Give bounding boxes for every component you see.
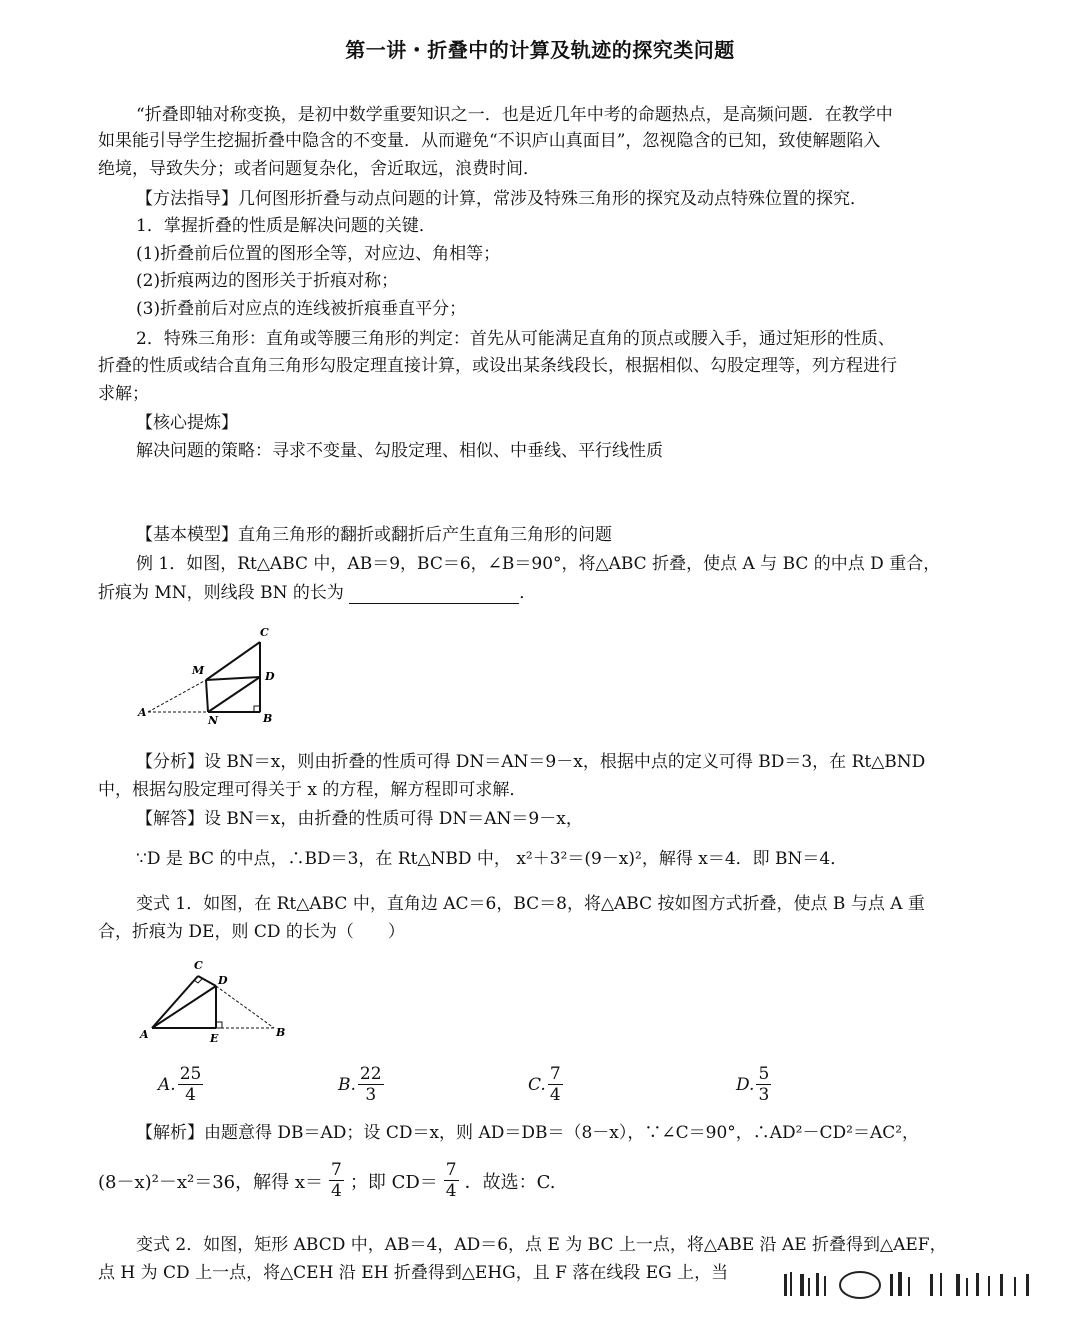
solution-fraction-1: $\frac{7}{4}$: [331, 1160, 342, 1201]
fig2-label-C: C: [194, 959, 203, 972]
figure-1-triangle: [136, 622, 286, 732]
answer-blank: [349, 587, 519, 604]
point-1-sub-3: (3)折叠前后对应点的连线被折痕垂直平分；: [136, 299, 467, 319]
point-2-line-2: 折叠的性质或结合直角三角形勾股定理直接计算，或设出某条线段长，根据相似、勾股定理等，列方程进行: [98, 356, 897, 376]
analysis-line-2: 中，根据勾股定理可得关于 x 的方程，解方程即可求解．: [98, 780, 527, 800]
intro-line-2: 如果能引导学生挖掘折叠中隐含的不变量．从而避免“不识庐山真面目”，忽视隐含的已知，致使解题陷入: [98, 131, 881, 151]
core-text: 解决问题的策略：寻求不变量、勾股定理、相似、中垂线、平行线性质: [136, 441, 663, 461]
fig2-label-D: D: [218, 974, 228, 987]
page-title: 第一讲・折叠中的计算及轨迹的探究类问题: [345, 38, 735, 62]
solution-equation: (8－x)²－x²＝36，解得 x＝: [98, 1171, 324, 1193]
example-1-line-2: [98, 582, 988, 604]
fig2-label-A: A: [140, 1028, 149, 1041]
variant-2-line-2: 点 H 为 CD 上一点，将△CEH 沿 EH 折叠得到△EHG，且 F 落在线段 EG 上，当: [98, 1263, 729, 1283]
basic-model: 【基本模型】直角三角形的翻折或翻折后产生直角三角形的问题: [136, 525, 612, 545]
variant-1-line-2: 合，折痕为 DE，则 CD 的长为（ ）: [98, 922, 405, 942]
watermark-overlay: [770, 1268, 1062, 1302]
solution-mid: ；即 CD＝: [349, 1171, 438, 1193]
option-d-fraction: $\frac{5}{3}$: [758, 1064, 770, 1105]
point-1: 1．掌握折叠的性质是解决问题的关键．: [136, 216, 436, 236]
example-1-text: 折痕为 MN，则线段 BN 的长为: [98, 583, 344, 603]
core-title: 【核心提炼】: [136, 413, 238, 433]
option-b-fraction: $\frac{22}{3}$: [359, 1064, 382, 1105]
fig1-label-N: N: [208, 714, 219, 727]
solution-end: ．故选：C.: [464, 1171, 556, 1193]
variant-2-line-1: 变式 2．如图，矩形 ABCD 中，AB＝4，AD＝6，点 E 为 BC 上一点，将△ABE 沿 AE 折叠得到△AEF，: [136, 1235, 947, 1255]
figure-2-triangle: [136, 956, 296, 1048]
point-1-sub-1: (1)折叠前后位置的图形全等，对应边、角相等；: [136, 244, 501, 264]
option-a-letter: A.: [158, 1074, 176, 1095]
fig2-label-E: E: [210, 1032, 219, 1045]
point-2-line-1: 2．特殊三角形：直角或等腰三角形的判定：首先从可能满足直角的顶点或腰入手，通过矩形的性质、: [136, 329, 895, 349]
option-c-letter: C.: [528, 1074, 546, 1095]
example-1-line-1: 例 1．如图，Rt△ABC 中，AB＝9，BC＝6，∠B＝90°，将△ABC 折叠，使点 A 与 BC 的中点 D 重合，: [136, 554, 941, 574]
fig1-label-D: D: [265, 670, 275, 683]
answer-line-1: 【解答】设 BN＝x，由折叠的性质可得 DN＝AN＝9－x，: [136, 809, 583, 829]
intro-line-1: “折叠即轴对称变换，是初中数学重要知识之一．也是近几年中考的命题热点，是高频问题．在教学中: [136, 105, 893, 125]
option-d-letter: D.: [736, 1074, 755, 1095]
method-guide: 【方法指导】几何图形折叠与动点问题的计算，常涉及特殊三角形的探究及动点特殊位置的探究．: [136, 189, 867, 209]
option-a-fraction: $\frac{25}{4}$: [179, 1064, 202, 1105]
point-2-line-3: 求解；: [98, 384, 149, 404]
option-c[interactable]: [528, 1064, 563, 1105]
fig1-label-A: A: [138, 706, 147, 719]
fig1-label-C: C: [260, 626, 269, 639]
solution-line-1: 【解析】由题意得 DB＝AD；设 CD＝x，则 AD＝DB＝（8－x），∵∠C＝90°，∴AD²－CD²＝AC²，: [136, 1123, 920, 1143]
option-a[interactable]: [158, 1064, 203, 1105]
analysis-line-1: 【分析】设 BN＝x，则由折叠的性质可得 DN＝AN＝9－x，根据中点的定义可得 BD＝3，在 Rt△BND: [136, 752, 926, 772]
intro-line-3: 绝境，导致失分；或者问题复杂化，舍近取远，浪费时间．: [98, 159, 540, 179]
option-b[interactable]: [338, 1064, 384, 1105]
point-1-sub-2: (2)折痕两边的图形关于折痕对称；: [136, 271, 399, 291]
solution-fraction-2: $\frac{7}{4}$: [445, 1160, 457, 1201]
example-1-end: ．: [519, 583, 537, 603]
option-d[interactable]: [736, 1064, 771, 1105]
answer-line-2: ∵D 是 BC 的中点，∴BD＝3，在 Rt△NBD 中， x²＋3²＝(9－x)²，解得 x＝4．即 BN＝4．: [136, 849, 848, 869]
fig2-label-B: B: [276, 1026, 286, 1039]
option-c-fraction: $\frac{7}{4}$: [549, 1064, 561, 1105]
option-b-letter: B.: [338, 1074, 356, 1095]
variant-1-line-1: 变式 1．如图，在 Rt△ABC 中，直角边 AC＝6，BC＝8，将△ABC 按如图方式折叠，使点 B 与点 A 重: [136, 894, 925, 914]
solution-line-2: [98, 1160, 555, 1201]
fig1-label-M: M: [192, 664, 205, 677]
fig1-label-B: B: [263, 712, 273, 725]
